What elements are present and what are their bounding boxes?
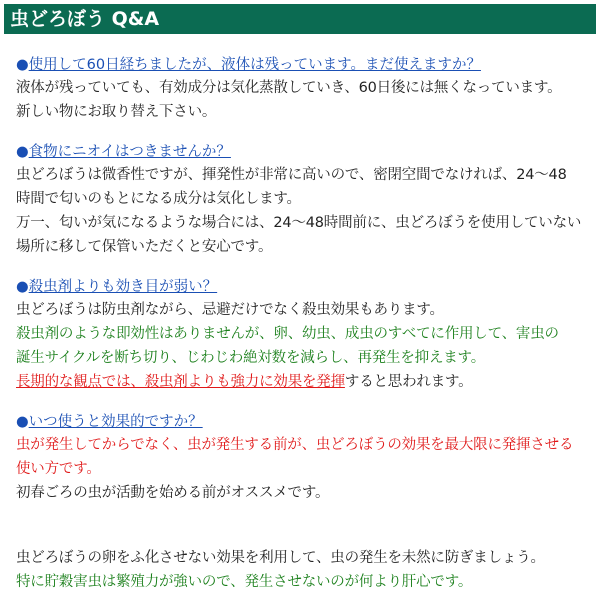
footer-line-1: 虫どろぼうの卵をふ化させない効果を利用して、虫の発生を未然に防ぎましょう。 [16, 550, 545, 566]
bullet-icon: ● [16, 57, 29, 73]
page-title: 虫どろぼう Q&A [10, 8, 160, 30]
qa-item-4 [16, 411, 586, 505]
question-4-text: いつ使うと効果的ですか？ [28, 414, 203, 430]
question-3 [16, 276, 586, 298]
answer-2-line-2: 時間で匂いのもとになる成分は気化します。 [16, 191, 301, 207]
answer-3-line-1: 虫どろぼうは防虫剤ながら、忌避だけでなく殺虫効果もあります。 [16, 302, 444, 318]
question-2 [16, 141, 586, 163]
answer-2-line-4: 場所に移して保管いただくと安心です。 [16, 239, 273, 255]
answer-4-line-1: 虫が発生してからでなく、虫が発生する前が、虫どろぼうの効果を最大限に発揮させる [16, 437, 574, 453]
answer-3-line-4 [16, 370, 586, 394]
question-1 [16, 54, 586, 76]
bullet-icon: ● [16, 279, 29, 295]
answer-4-line-2: 使い方です。 [16, 461, 101, 477]
qa-item-2 [16, 141, 586, 259]
answer-1-line-2: 新しい物にお取り替え下さい。 [16, 104, 217, 120]
answer-3-tail: すると思われます。 [344, 374, 473, 390]
page [0, 4, 600, 604]
answer-2-line-3: 万一、匂いが気になるような場合には、24～48時間前に、虫どろぼうを使用していない [16, 215, 582, 231]
qa-content [4, 34, 596, 594]
answer-3-line-2: 殺虫剤のような即効性はありませんが、卵、幼虫、成虫のすべてに作用して、害虫の [16, 326, 559, 342]
answer-1-line-1: 液体が残っていても、有効成分は気化蒸散していき、60日後には無くなっています。 [16, 80, 562, 96]
bullet-icon: ● [16, 414, 29, 430]
question-2-text: 食物にニオイはつきませんか？ [28, 144, 231, 160]
spacer [16, 522, 586, 546]
answer-4-line-3: 初春ごろの虫が活動を始める前がオススメです。 [16, 485, 330, 501]
question-3-text: 殺虫剤よりも効き目が弱い？ [28, 279, 218, 295]
question-1-text: 使用して60日経ちましたが、液体は残っています。まだ使えますか？ [28, 57, 481, 73]
bullet-icon: ● [16, 144, 29, 160]
answer-2-line-1: 虫どろぼうは微香性ですが、揮発性が非常に高いので、密閉空間でなければ、24～48 [16, 167, 567, 183]
footer-note [16, 546, 586, 594]
qa-item-3 [16, 276, 586, 394]
page-header [4, 4, 596, 34]
question-4 [16, 411, 586, 433]
qa-item-1 [16, 54, 586, 124]
answer-3-line-3: 誕生サイクルを断ち切り、じわじわ絶対数を減らし、再発生を抑えます。 [16, 350, 485, 366]
footer-line-2: 特に貯穀害虫は繁殖力が強いので、発生させないのが何より肝心です。 [16, 574, 473, 590]
answer-3-highlight: 長期的な観点では、殺虫剤よりも強力に効果を発揮 [16, 374, 345, 390]
